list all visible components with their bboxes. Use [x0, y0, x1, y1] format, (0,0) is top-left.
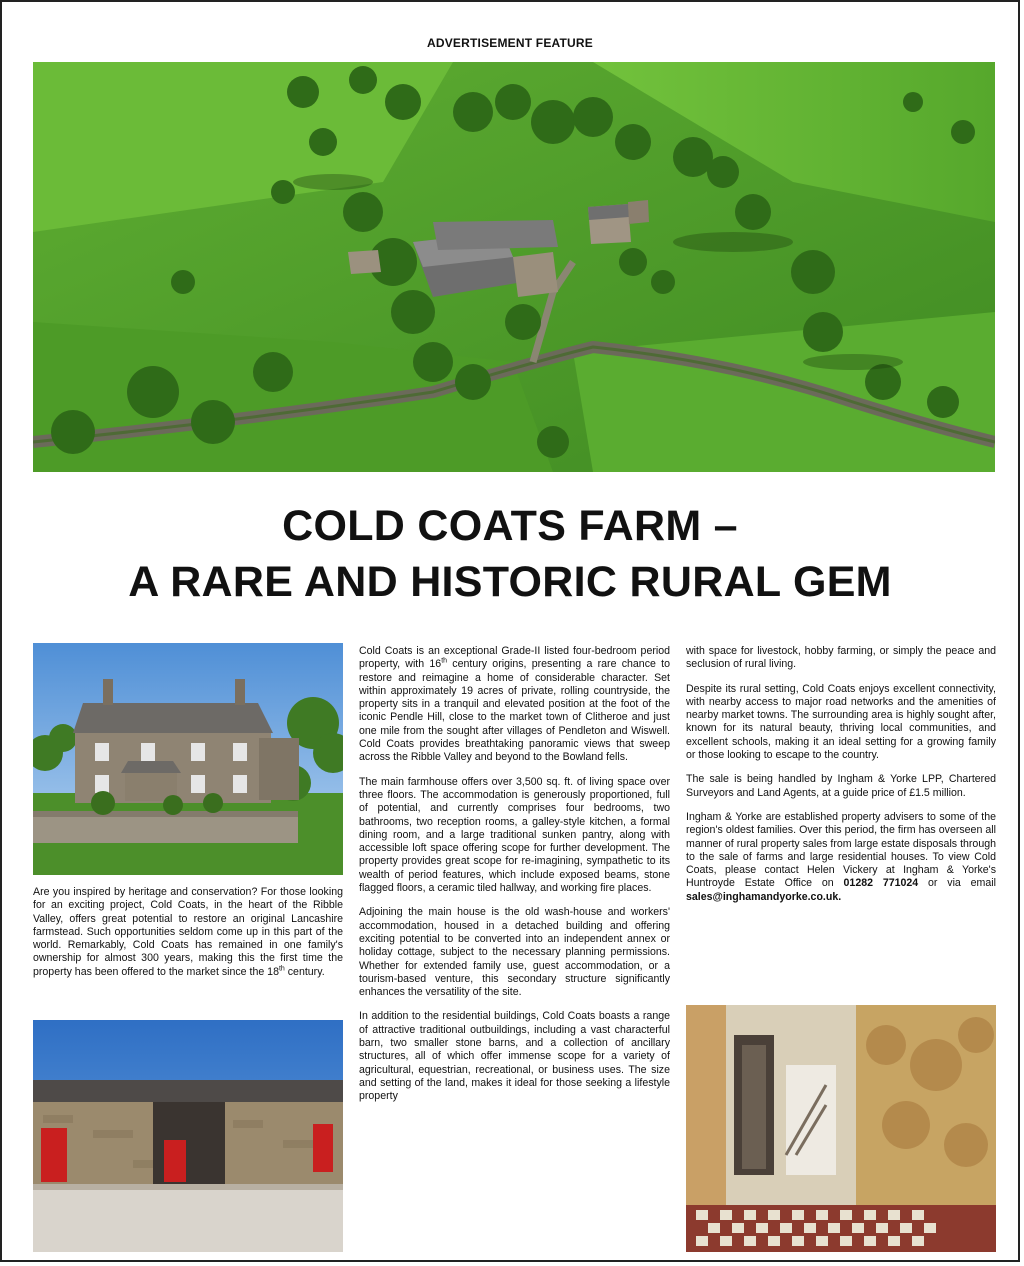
intro-text-end: century.: [284, 965, 325, 978]
contact-text-b: or via email: [918, 877, 996, 890]
headline-line-2: A RARE AND HISTORIC RURAL GEM: [128, 558, 892, 606]
intro-paragraph: [33, 886, 343, 979]
intro-text: Are you inspired by heritage and conservation? For those looking for an exciting project, Cold Coats, in the heart of the Ribble Valley, offers great potential to restore an original Lancashire farmstead. Such opportunities seldom come up in this part of the world. Remarkably, Cold Coats has remained in one family's ownership for almost 300 years, making this the first time the property has been offered to the market since the 18: [33, 886, 343, 978]
article-column-1: [33, 886, 343, 990]
hallway-interior-photo: [686, 1005, 996, 1252]
aerial-farm-illustration: [33, 62, 995, 472]
aerial-farm-photo: [33, 62, 995, 472]
superscript-th: th: [441, 657, 448, 665]
farmhouse-exterior-photo: [33, 643, 343, 875]
connectivity-paragraph: Despite its rural setting, Cold Coats enjoys excellent connectivity, with nearby access to major road networks and the amenities of nearby market towns. The surrounding area is highly sought after, known for its natural beauty, thriving local communities, and excellent schools, making it an ideal setting for a growing family or those looking to escape to the country.: [686, 682, 996, 762]
outbuildings-paragraph: In addition to the residential buildings, Cold Coats boasts a range of attractive traditional outbuildings, including a vast characterful barn, two smaller stone barns, and a collection of ancillary structures, all of which offer immense scope for a variety of agricultural, equestrian, recreational, or business uses. The size and setting of the land, makes it ideal for those seeking a lifestyle property: [359, 1010, 670, 1103]
phone-number[interactable]: 01282 771024: [843, 877, 919, 890]
barn-illustration: [33, 1020, 343, 1252]
article-column-2: [359, 645, 670, 1115]
lifestyle-paragraph: with space for livestock, hobby farming, or simply the peace and seclusion of rural living.: [686, 645, 996, 671]
property-overview-paragraph: [359, 645, 670, 765]
email-address[interactable]: sales@inghamandyorke.co.uk.: [686, 890, 842, 903]
overview-text-b: century origins, presenting a rare chance to restore and reimagine a home of considerable character. Set within approximately 19 acres of private, rolling countryside, the property sits in a tranquil and elevated position at the foot of the iconic Pendle Hill, close to the market town of Clitheroe and just one mile from the sought after villages of Pendleton and Wiswell. Cold Coats provides breathtaking panoramic views that sweep across the Ribble Valley and beyond to the Bowland fells.: [359, 658, 670, 764]
superscript-th: th: [278, 965, 285, 973]
stone-barn-photo: [33, 1020, 343, 1252]
farmhouse-paragraph: The main farmhouse offers over 3,500 sq. ft. of living space over three floors. The accommodation is generously proportioned, full of potential, and currently comprises four bedrooms, two bathrooms, two reception rooms, a galley-style kitchen, a formal dining room, and a large traditional sunken pantry, along with accessible loft space offering scope for further development. The property provides great scope for re-imagining, sympathetic to its wealth of period features, which include exposed beams, stone flagged floors, a ceramic tiled hallway, and working fire places.: [359, 775, 670, 895]
interior-illustration: [686, 1005, 996, 1252]
wash-house-paragraph: Adjoining the main house is the old wash-house and workers' accommodation, housed in a detached building and offering exciting potential to be converted into an independent annex or holiday cottage, subject to the necessary planning permissions. Whether for extended family use, guest accommodation, or a tourism-based venture, this secondary structure significantly enhances the versatility of the site.: [359, 906, 670, 999]
article-column-3: [686, 645, 996, 915]
farmhouse-illustration: [33, 643, 343, 875]
overview-text-a: Cold Coats is an exceptional Grade-II listed four-bedroom period property, with 16: [359, 645, 670, 671]
contact-text-a: Ingham & Yorke are established property advisers to some of the region's oldest families. Over this period, the firm has overseen all manner of rural property sales from large estate disposals through to the sale of farms and large residential houses. To view Cold Coats, please contact Helen Vickery at Ingham & Yorke's Huntroyde Estate Office on: [686, 810, 996, 890]
headline: [2, 498, 1018, 610]
advertisement-feature-label: ADVERTISEMENT FEATURE: [427, 36, 593, 50]
sale-paragraph: The sale is being handled by Ingham & Yorke LPP, Chartered Surveyors and Land Agents, at a guide price of £1.5 million.: [686, 773, 996, 799]
headline-line-1: COLD COATS FARM –: [282, 502, 738, 550]
contact-paragraph: [686, 811, 996, 904]
